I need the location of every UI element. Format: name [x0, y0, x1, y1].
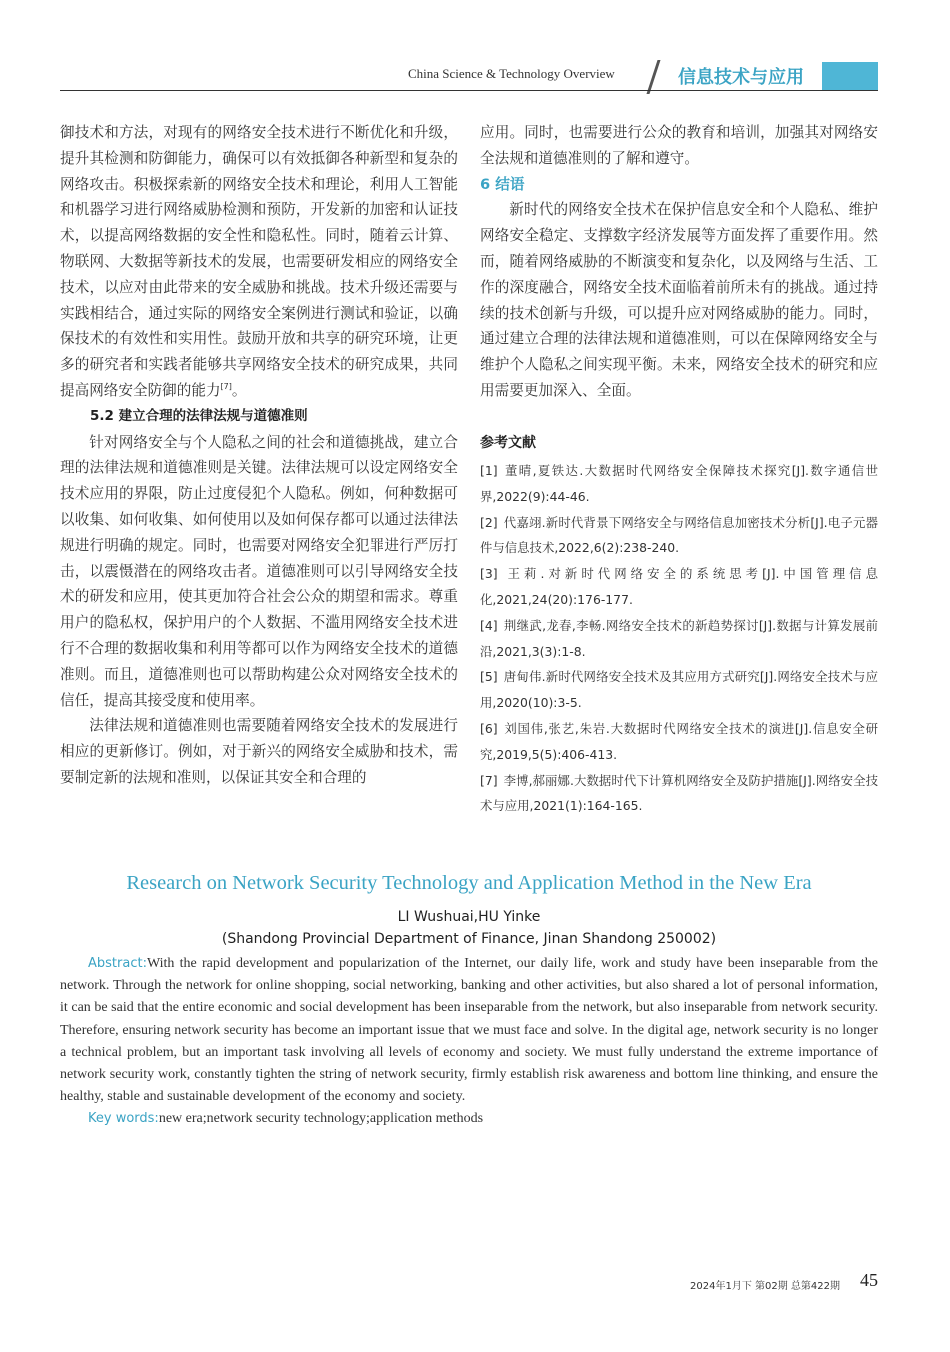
section-title-cn: 信息技术与应用 [678, 67, 804, 88]
paragraph: 应用。同时，也需要进行公众的教育和培训，加强其对网络安全法规和道德准则的了解和遵守。 [480, 124, 878, 167]
keywords-paragraph: Key words:new era;network security technology;application methods [88, 1111, 484, 1127]
page-number: 45 [860, 1270, 878, 1290]
right-column [480, 120, 878, 404]
paragraph: 法律法规和道德准则也需要随着网络安全技术的发展进行相应的更新修订。例如，对于新兴的网络安全威胁和技术，需要制定新的法规和准则，以保证其安全和合理的 [60, 717, 458, 786]
english-affiliation: (Shandong Provincial Department of Finance, Jinan Shandong 250002) [221, 931, 717, 947]
english-authors: LI Wushuai,HU Yinke [397, 909, 541, 925]
paragraph: 针对网络安全与个人隐私之间的社会和道德挑战，建立合理的法律法规和道德准则是关键。法律法规可以设定网络安全技术应用的界限，防止过度侵犯个人隐私。例如，何种数据可以收集、如何收集、如何使用以及如何保存都可以通过法律法规进行明确的规定。同时，也需要对网络安全犯罪进行严厉打击，以震慑潜在的网络攻击者。道德准则可以引导网络安全技术的研发和应用，使其更加符合社会公众的期望和需求。尊重用户的隐私权，保护用户的个人数据、不滥用网络安全技术进行不合理的数据收集和利用等都可以作为网络安全技术的道德准则。而且，道德准则也可以帮助构建公众对网络安全技术的信任，提高其接受度和使用率。 [60, 433, 458, 709]
reference-item: [4] 荆继武,龙春,李畅.网络安全技术的新趋势探讨[J].数据与计算发展前沿,2021,3(3):1-8. [480, 617, 878, 659]
reference-item: [7] 李博,郝丽娜.大数据时代下计算机网络安全及防护措施[J].网络安全技术与应用,2021(1):164-165. [480, 772, 878, 814]
references [480, 432, 878, 819]
abstract-label: Abstract: [88, 956, 147, 971]
section-heading-5-2: 5.2 建立合理的法律法规与道德准则 [90, 407, 308, 424]
reference-item: [1] 董晴,夏铁达.大数据时代网络安全保障技术探究[J].数字通信世界,2022(9):44-46. [480, 463, 878, 504]
reference-item: [3] 王莉.对新时代网络安全的系统思考[J].中国管理信息化,2021,24(20):176-177. [480, 566, 878, 607]
abstract-paragraph: Abstract:With the rapid development and popularization of the Internet, our daily life, work and study have been inseparable from the network. Through the network for online shopping, social networking, banking and other activities, but also shared a lot of personal information, it can be said that the entire economic and social development has been inseparable from the network, but also inseparable from network security. Therefore, ensuring network security has become an important issue that we must face and solve. In the digital age, network security is no longer a technical problem, but an important task involving all levels of economy and society. We must fully understand the extreme importance of network security work, constantly tighten the string of network security, firmly establish risk awareness and bottom line thinking, and ensure the healthy, stable and sustainable development of the economy and society. [60, 956, 878, 1105]
header-color-block [822, 62, 878, 90]
citation[interactable]: [7] [220, 382, 232, 392]
reference-item: [6] 刘国伟,张艺,朱岩.大数据时代网络安全技术的演进[J].信息安全研究,2019,5(5):406-413. [480, 720, 878, 762]
references-title: 参考文献 [480, 435, 536, 451]
header-rule [60, 90, 878, 91]
paragraph: 新时代的网络安全技术在保护信息安全和个人隐私、维护网络安全稳定、支撑数字经济发展等方面发挥了重要作用。然而，随着网络威胁的不断演变和复杂化，以及网络与生活、工作的深度融合，网络安全技术面临着前所未有的挑战。通过持续的技术创新与升级，可以提升应对网络威胁的能力。同时，通过建立合理的法律法规和道德准则，可以在保障网络安全与维护个人隐私之间实现平衡。未来，网络安全技术的研究和应用需要更加深入、全面。 [480, 201, 878, 399]
journal-name-en: China Science & Technology Overview [408, 66, 615, 81]
header-slash-divider [646, 60, 660, 94]
keywords-label: Key words: [88, 1111, 159, 1127]
issue-info: 2024年1月下 第02期 总第422期 [690, 1281, 840, 1292]
reference-item: [5] 唐甸伟.新时代网络安全技术及其应用方式研究[J].网络安全技术与应用,2020(10):3-5. [480, 669, 878, 711]
paragraph: 御技术和方法，对现有的网络安全技术进行不断优化和升级，提升其检测和防御能力，确保可以有效抵御各种新型和复杂的网络攻击。积极探索新的网络安全技术和理论，利用人工智能和机器学习进行网络威胁检测和预防，开发新的加密和认证技术，以提高网络数据的安全性和隐私性。同时，随着云计算、物联网、大数据等新技术的发展，也需要研发相应的网络安全技术，以应对由此带来的安全威胁和挑战。技术升级还需要与实践相结合，通过实际的网络安全案例进行测试和验证，以确保技术的有效性和实用性。鼓励开放和共享的研究环境，让更多的研究者和实践者能够共享网络安全技术的研究成果，共同提高网络安全防御的能力[7]。 [60, 124, 458, 399]
left-column [60, 120, 458, 791]
reference-item: [2] 代嘉翊.新时代背景下网络安全与网络信息加密技术分析[J].电子元器件与信息技术,2022,6(2):238-240. [480, 514, 878, 556]
english-title: Research on Network Security Technology and Application Method in the New Era [126, 872, 812, 894]
english-abstract [60, 953, 878, 1131]
section-heading-6: 6 结语 [480, 175, 525, 193]
